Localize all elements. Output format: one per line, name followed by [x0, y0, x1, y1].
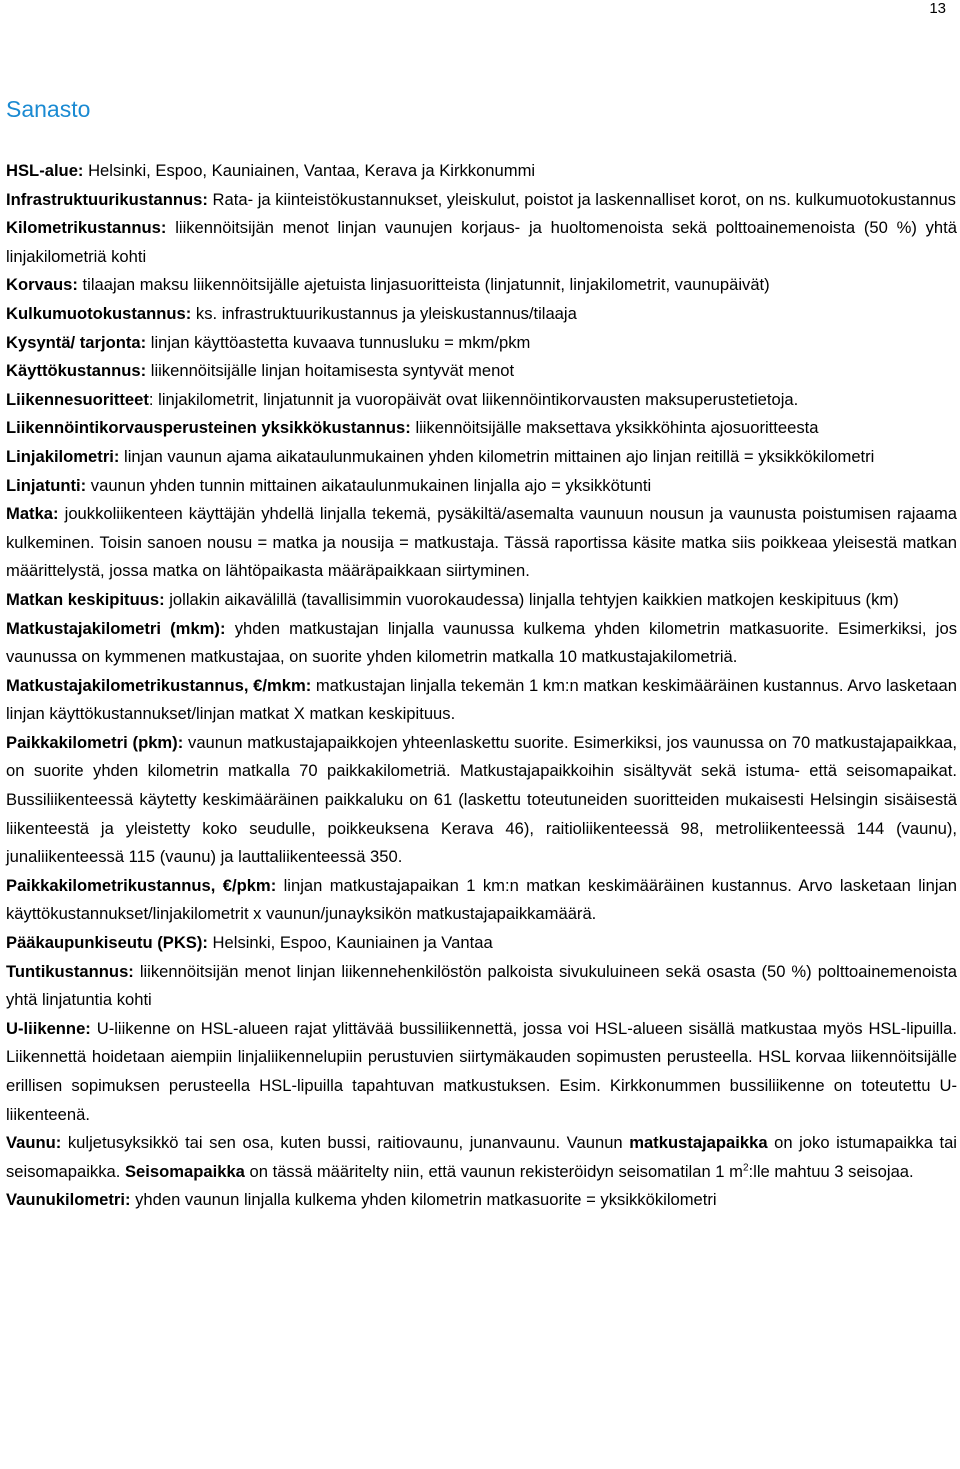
glossary-emphasis: Seisomapaikka — [124, 1161, 245, 1181]
glossary-definition: vaunun yhden tunnin mittainen aikataulunmukainen linjalla ajo = yksikkötunti — [86, 475, 652, 495]
glossary-term: Paikkakilometri (pkm): — [6, 732, 184, 752]
glossary-definition: liikennöitsijän menot linjan vaunujen korjaus- ja huoltomenoista sekä polttoainemenoista (50 %) yhtä linjakilometriä kohti — [6, 218, 957, 266]
glossary-term: Vaunukilometri: — [6, 1190, 131, 1210]
glossary-entry — [6, 1015, 957, 1129]
glossary-term: Kulkumuotokustannus: — [6, 303, 192, 323]
glossary-definition: yhden vaunun linjalla kulkema yhden kilometrin matkasuorite = yksikkökilometri — [130, 1190, 717, 1210]
glossary-term: Vaunu: — [6, 1133, 62, 1153]
glossary-entry — [6, 214, 957, 271]
glossary-entry — [6, 1186, 957, 1215]
glossary-entry — [6, 157, 957, 186]
glossary-term: Paikkakilometrikustannus, €/pkm: — [6, 875, 277, 895]
glossary-definition: kuljetusyksikkö tai sen osa, kuten bussi, raitiovaunu, junanvaunu. Vaunun — [61, 1133, 630, 1153]
glossary-definition: : linjakilometrit, linjatunnit ja vuoropäivät ovat liikennöintikorvausten maksuperustetietoja. — [148, 389, 799, 409]
glossary-entry — [6, 500, 957, 586]
superscript: 2 — [742, 1162, 749, 1174]
glossary-definition: jollakin aikavälillä (tavallisimmin vuorokaudessa) linjalla tehtyjen kaikkien matkojen keskipituus (km) — [164, 589, 899, 609]
glossary-definition: Helsinki, Espoo, Kauniainen ja Vantaa — [207, 933, 493, 953]
page-number: 13 — [929, 0, 946, 17]
glossary-entry — [6, 729, 957, 872]
glossary-term: Liikennöintikorvausperusteinen yksikkökustannus: — [6, 418, 411, 438]
glossary-entry — [6, 472, 957, 501]
glossary-emphasis: matkustajapaikka — [629, 1133, 768, 1153]
glossary-term: Liikennesuoritteet — [6, 389, 149, 409]
glossary-entry — [6, 672, 957, 729]
glossary-term: HSL-alue: — [6, 161, 84, 180]
glossary-definition: ks. infrastruktuurikustannus ja yleiskustannus/tilaaja — [191, 303, 577, 323]
glossary-definition: joukkoliikenteen käyttäjän yhdellä linjalla tekemä, pysäkiltä/asemalta vaunuun nousun ja vaunusta poistumisen rajaama kulkeminen. Toisin sanoen nousu = matka ja nousija = matkustaja. Tässä raportissa käsite matka siis poikkeaa yleisestä matkan määrittelystä, jossa matka on lähtöpaikasta määräpaikkaan siirtyminen. — [6, 504, 957, 581]
glossary-term: Matka: — [6, 504, 59, 524]
glossary-definition: liikennöitsijälle linjan hoitamisesta syntyvät menot — [146, 361, 515, 381]
glossary-entry — [6, 186, 957, 215]
glossary-entry — [6, 443, 957, 472]
glossary-list — [6, 157, 957, 1215]
page-title: Sanasto — [6, 96, 91, 122]
glossary-entry — [6, 872, 957, 929]
glossary-term: Pääkaupunkiseutu (PKS): — [6, 933, 208, 953]
glossary-entry — [6, 929, 957, 958]
glossary-definition: liikennöitsijälle maksettava yksikköhinta ajosuoritteesta — [410, 418, 819, 438]
glossary-definition: U-liikenne on HSL-alueen rajat ylittävää bussiliikennettä, jossa voi HSL-alueen sisällä matkustaa myös HSL-lipuilla. Liikennettä hoidetaan aiempiin linjaliikennelupiin perustuvien siirtymäkauden sopimusten perusteella. HSL korvaa liikennöitsijälle erillisen sopimuksen perusteella HSL-lipuilla tapahtuvan matkustuksen. Esim. Kirkkonummen bussiliikenne on toteutettu U-liikenteenä. — [6, 1018, 957, 1124]
glossary-definition: matkustajan linjalla tekemän 1 km:n matkan keskimääräinen kustannus. Arvo lasketaan linjan käyttökustannukset/linjan matkat X matkan keskipituus. — [6, 675, 957, 724]
glossary-term: Infrastruktuurikustannus: — [6, 189, 208, 209]
glossary-term: Linjatunti: — [6, 475, 87, 495]
glossary-term: Käyttökustannus: — [6, 361, 147, 381]
glossary-definition: on joko istumapaikka tai seisomapaikka. — [6, 1133, 957, 1181]
glossary-definition: Helsinki, Espoo, Kauniainen, Vantaa, Kerava ja Kirkkonummi — [83, 161, 536, 180]
glossary-entry — [6, 958, 957, 1015]
glossary-definition: linjan vaunun ajama aikataulunmukainen yhden kilometrin mittainen ajo linjan reitillä = yksikkökilometri — [119, 446, 875, 466]
glossary-entry — [6, 586, 957, 615]
glossary-definition: :lle mahtuu 3 seisojaa. — [748, 1161, 914, 1181]
glossary-entry — [6, 271, 957, 300]
glossary-definition: Rata- ja kiinteistökustannukset, yleiskulut, poistot ja laskennalliset korot, on ns. kulkumuotokustannus — [207, 189, 956, 209]
glossary-term: Matkan keskipituus: — [6, 589, 165, 609]
glossary-entry — [6, 329, 957, 358]
glossary-entry — [6, 1129, 957, 1186]
glossary-definition: vaunun matkustajapaikkojen yhteenlaskettu suorite. Esimerkiksi, jos vaunussa on 70 matkustajapaikkaa, on suorite yhden kilometrin matkalla 70 paikkakilometriä. Matkustajapaikkoihin sisältyvät sekä istuma- että seisomapaikat. Bussiliikenteessä käytetty keskimääräinen paikkaluku on 61 (laskettu toteutuneiden suoritteiden mukaisesti Helsingin sisäisestä liikenteestä ja yleistetty koko seudulle, poikkeuksena Kerava 46), raitioliikenteessä 98, metroliikenteessä 144 (vaunu), junaliikenteessä 115 (vaunu) ja lauttaliikenteessä 350. — [6, 732, 958, 867]
glossary-term: Matkustajakilometri (mkm): — [6, 618, 226, 638]
glossary-entry — [6, 414, 957, 443]
glossary-definition: yhden matkustajan linjalla vaunussa kulkema yhden kilometrin matkasuorite. Esimerkiksi, jos vaunussa on kymmenen matkustajaa, on suorite yhden kilometrin matkalla 10 matkustajakilometriä. — [6, 618, 957, 667]
glossary-term: Tuntikustannus: — [6, 961, 134, 981]
glossary-entry — [6, 357, 957, 386]
glossary-definition: linjan käyttöastetta kuvaava tunnusluku = mkm/pkm — [146, 332, 531, 352]
glossary-term: U-liikenne: — [6, 1018, 91, 1038]
glossary-entry — [6, 300, 957, 329]
glossary-term: Linjakilometri: — [6, 446, 120, 466]
glossary-definition: tilaajan maksu liikennöitsijälle ajetuista linjasuoritteista (linjatunnit, linjakilometrit, vaunupäivät) — [77, 275, 770, 295]
glossary-term: Kilometrikustannus: — [6, 218, 167, 238]
glossary-term: Kysyntä/ tarjonta: — [6, 332, 147, 352]
glossary-term: Korvaus: — [6, 275, 78, 295]
glossary-entry — [6, 386, 957, 415]
glossary-entry — [6, 615, 957, 672]
glossary-definition: on tässä määritelty niin, että vaunun rekisteröidyn seisomatilan 1 m — [244, 1161, 743, 1181]
glossary-term: Matkustajakilometrikustannus, €/mkm: — [6, 675, 312, 695]
glossary-definition: linjan matkustajapaikan 1 km:n matkan keskimääräinen kustannus. Arvo lasketaan linjan käyttökustannukset/linjakilometrit x vaunun/junayksikön matkustajapaikkamäärä. — [6, 875, 957, 924]
glossary-definition: liikennöitsijän menot linjan liikennehenkilöstön palkoista sivukuluineen sekä osasta (50 %) polttoainemenoista yhtä linjatuntia kohti — [6, 961, 957, 1010]
